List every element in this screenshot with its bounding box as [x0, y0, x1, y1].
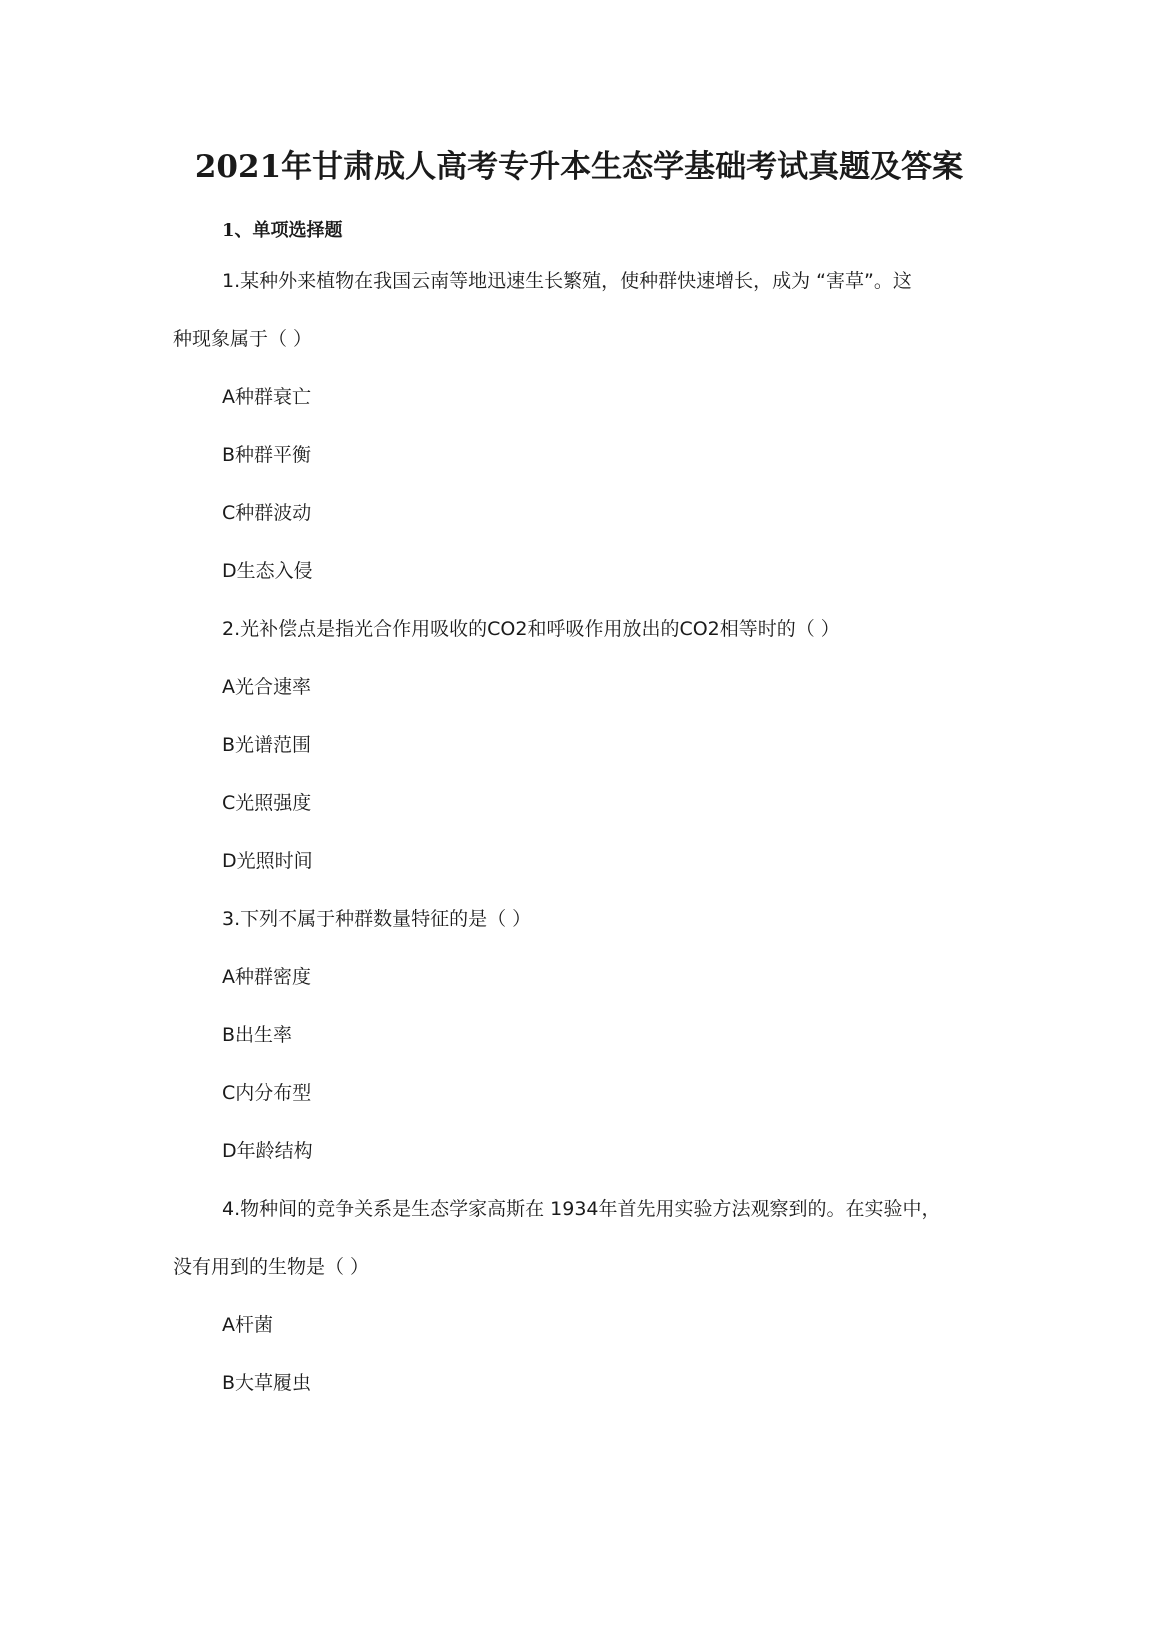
question-3-option-d: D年龄结构	[222, 1140, 313, 1162]
question-1-stem-line-2: 种现象属于（ ）	[173, 328, 313, 350]
section-heading: 1、单项选择题	[222, 220, 343, 241]
question-1-option-c: C种群波动	[222, 502, 312, 524]
question-1-option-d: D生态入侵	[222, 560, 313, 582]
question-2-option-a: A光合速率	[222, 676, 311, 698]
question-3-option-b: B出生率	[222, 1024, 293, 1046]
document-title: 2021年甘肃成人高考专升本生态学基础考试真题及答案	[194, 149, 964, 185]
question-3-stem: 3.下列不属于种群数量特征的是（ ）	[222, 908, 532, 930]
question-2-option-c: C光照强度	[222, 792, 312, 814]
question-4-stem-line-1: 4.物种间的竞争关系是生态学家高斯在 1934年首先用实验方法观察到的。在实验中，	[222, 1198, 941, 1220]
question-2-option-b: B光谱范围	[222, 734, 312, 756]
question-2-stem: 2.光补偿点是指光合作用吸收的CO2和呼吸作用放出的CO2相等时的（ ）	[222, 618, 840, 640]
question-4-option-a: A杆菌	[222, 1314, 273, 1336]
question-1-option-b: B种群平衡	[222, 444, 312, 466]
question-3-option-c: C内分布型	[222, 1082, 312, 1104]
question-4-option-b: B大草履虫	[222, 1372, 312, 1394]
question-2-option-d: D光照时间	[222, 850, 313, 872]
question-3-option-a: A种群密度	[222, 966, 311, 988]
question-1-stem-line-1: 1.某种外来植物在我国云南等地迅速生长繁殖，使种群快速增长，成为 “害草”。这	[222, 270, 912, 292]
question-4-stem-line-2: 没有用到的生物是（ ）	[173, 1256, 370, 1278]
question-1-option-a: A种群衰亡	[222, 386, 311, 408]
